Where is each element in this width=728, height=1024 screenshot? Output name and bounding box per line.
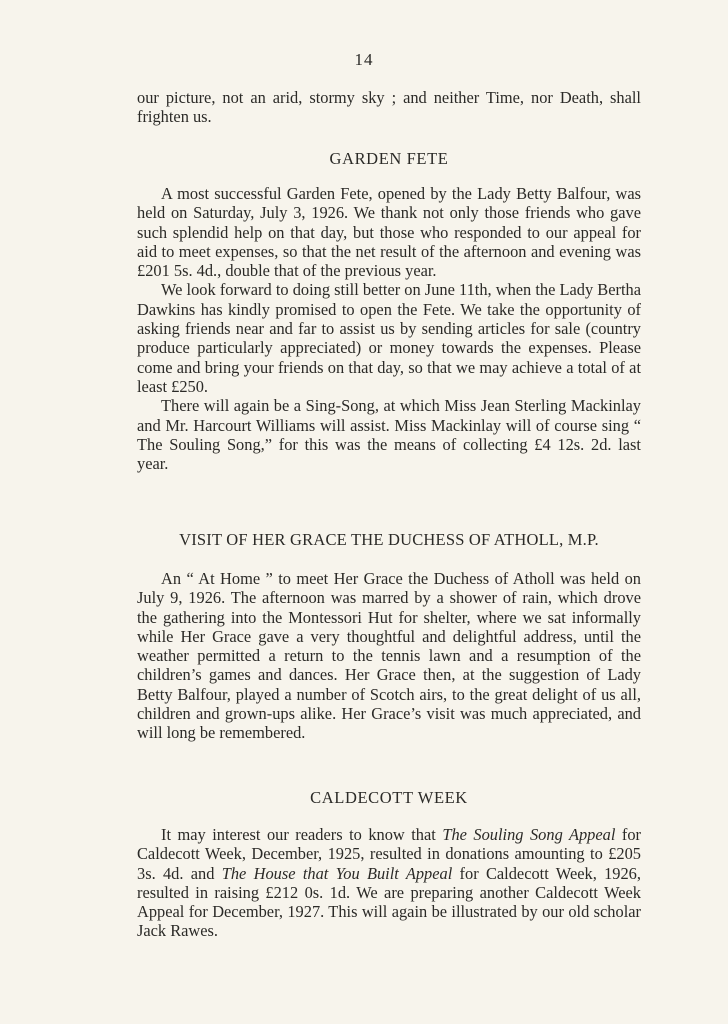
garden-fete-paragraph-2: We look forward to doing still better on June 11th, when the Lady Bertha Dawkins has kindly promised to open the Fete. We take the opportunity of asking friends near and far to assist us by sending articles for sale (country produce particularly appreciated) or money towards the expenses. Please come and bring your friends on that day, so that we may achieve a total of at least £250. (137, 280, 641, 396)
caldecott-week-body (137, 825, 641, 941)
intro-text-block (137, 88, 641, 127)
garden-fete-heading: GARDEN FETE (329, 149, 449, 168)
garden-fete-body (137, 184, 641, 473)
caldecott-text-part-3: for Caldecott Week, 1926, resulted in raising £212 0s. 1d. We are preparing another Caldecott Week Appeal for December, 1927. This will again be illustrated by our old scholar Jack Rawes. (137, 863, 641, 941)
garden-fete-paragraph-3: There will again be a Sing-Song, at which Miss Jean Sterling Mackinlay and Mr. Harcourt Williams will assist. Miss Mackinlay will of course sing “ The Souling Song,” for this was the means of collecting £4 12s. 2d. last year. (137, 396, 641, 474)
duchess-visit-heading: VISIT OF HER GRACE THE DUCHESS OF ATHOLL, M.P. (179, 530, 599, 549)
caldecott-week-paragraph (137, 825, 641, 941)
caldecott-text-part-1: It may interest our readers to know that (161, 825, 443, 844)
duchess-visit-paragraph: An “ At Home ” to meet Her Grace the Duchess of Atholl was held on July 9, 1926. The afternoon was marred by a shower of rain, which drove the gathering into the Montessori Hut for shelter, where we sat informally while Her Grace gave a very thoughtful and delightful address, until the weather permitted a return to the tennis lawn and a resumption of the children’s games and dances. Her Grace then, at the suggestion of Lady Betty Balfour, played a number of Scotch airs, to the great delight of us all, children and grown-ups alike. Her Grace’s visit was much appreciated, and will long be remembered. (137, 569, 641, 743)
garden-fete-paragraph-1: A most successful Garden Fete, opened by the Lady Betty Balfour, was held on Saturday, July 3, 1926. We thank not only those friends who gave such splendid help on that day, but those who responded to our appeal for aid to meet expenses, so that the net result of the afternoon and evening was £201 5s. 4d., double that of the previous year. (137, 184, 641, 281)
souling-song-appeal-title: The Souling Song Appeal (442, 825, 616, 844)
caldecott-text-part-2: for Caldecott Week, December, 1925, resulted in donations amounting to £205 3s. 4d. and (137, 825, 641, 883)
intro-paragraph: our picture, not an arid, stormy sky ; and neither Time, nor Death, shall frighten us. (137, 88, 641, 127)
house-you-built-appeal-title: The House that You Built Appeal (221, 863, 453, 883)
page-number: 14 (354, 50, 374, 69)
duchess-visit-body (137, 569, 641, 743)
caldecott-week-heading: CALDECOTT WEEK (310, 788, 468, 807)
